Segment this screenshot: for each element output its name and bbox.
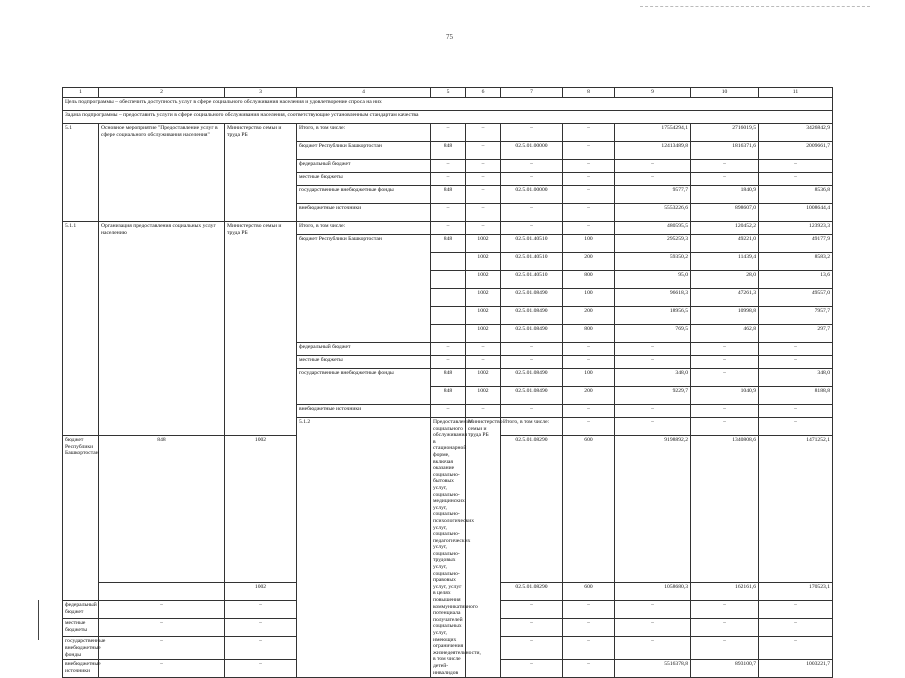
source-label: местные бюджеты (297, 173, 431, 186)
cell: – (431, 405, 466, 418)
cell: – (501, 405, 563, 418)
scan-artifact-line (640, 6, 870, 8)
cell: – (563, 637, 615, 660)
cell (431, 253, 466, 271)
table-row (63, 124, 833, 142)
cell: 02.5.01.08490 (501, 387, 563, 405)
source-label: бюджет Республики Башкортостан (63, 436, 99, 601)
cell: – (99, 619, 225, 637)
cell: 02.5.01.00000 (501, 186, 563, 204)
goal-text: Цель подпрограммы – обеспечить доступность услуг в сфере социального обслуживания населения и удовлетворение спроса на них (63, 98, 833, 111)
cell: – (615, 418, 691, 436)
cell: – (691, 173, 759, 186)
cell: – (759, 637, 833, 660)
cell: 9577,7 (615, 186, 691, 204)
table-row (63, 222, 833, 235)
cell: 348,0 (615, 369, 691, 387)
cell: 1002 (466, 235, 501, 253)
cell: 18956,5 (615, 307, 691, 325)
source-label: Итого, в том числе: (501, 418, 563, 436)
cell: 200 (563, 253, 615, 271)
cell: – (225, 637, 297, 660)
cell: – (431, 204, 466, 222)
cell: – (431, 222, 466, 235)
source-label: местные бюджеты (63, 619, 99, 637)
cell: 02.5.01.08290 (501, 436, 563, 583)
cell: 8583,2 (759, 253, 833, 271)
source-label: федеральный бюджет (63, 601, 99, 619)
cell: 13,6 (759, 271, 833, 289)
cell: 2009661,7 (759, 142, 833, 160)
cell: – (691, 601, 759, 619)
executor: Министерство семьи и труда РБ (225, 222, 297, 436)
cell: 1471252,1 (759, 436, 833, 583)
source-label: внебюджетные источники (63, 660, 99, 678)
cell: 1008644,4 (759, 204, 833, 222)
cell: 02.5.01.40510 (501, 271, 563, 289)
cell: 162161,6 (691, 583, 759, 601)
cell: – (99, 601, 225, 619)
cell: – (563, 601, 615, 619)
executor: Министерство семьи и труда РБ (225, 124, 297, 222)
col-header: 8 (563, 88, 615, 98)
col-header: 4 (297, 88, 431, 98)
cell: 769,5 (615, 325, 691, 343)
page-number: 75 (446, 33, 453, 41)
cell: – (466, 124, 501, 142)
cell: 9229,7 (615, 387, 691, 405)
col-header: 2 (99, 88, 225, 98)
cell: – (759, 601, 833, 619)
cell: 1002 (466, 369, 501, 387)
cell: – (759, 160, 833, 173)
cell: 848 (431, 387, 466, 405)
source-label: Итого, в том числе: (297, 222, 431, 235)
cell: 348,0 (759, 369, 833, 387)
cell: – (615, 160, 691, 173)
cell: 7957,7 (759, 307, 833, 325)
cell: – (563, 186, 615, 204)
cell: 5516378,8 (615, 660, 691, 678)
cell: 848 (431, 235, 466, 253)
item-name: Предоставление социального обслуживания в стационарной форме, включая оказание социально-бытовых услуг, социально-медицинских услуг, социально-психологических услуг, социально-педагогических услуг, социально-трудовых услуг, социально-правовых услуг, услуг в целях повышения коммуникативного потенциала получателей социальных услуг, имеющих ограничения жизнедеятельности, в том числе детей-инвалидов (431, 418, 466, 678)
cell: 800 (563, 271, 615, 289)
cell: 1002 (466, 271, 501, 289)
cell: 462,8 (691, 325, 759, 343)
item-number: 5.1 (63, 124, 99, 222)
cell: 893100,7 (691, 660, 759, 678)
cell: 1002 (466, 325, 501, 343)
cell: – (759, 173, 833, 186)
source-label: бюджет Республики Башкортостан (297, 235, 431, 343)
cell: – (759, 356, 833, 369)
cell: – (563, 660, 615, 678)
cell: 1002 (466, 387, 501, 405)
cell: – (225, 601, 297, 619)
cell: – (691, 405, 759, 418)
cell: – (99, 660, 225, 678)
cell: 17554294,1 (615, 124, 691, 142)
cell: – (501, 343, 563, 356)
source-label: местные бюджеты (297, 356, 431, 369)
col-header: 6 (466, 88, 501, 98)
item-number: 5.1.2 (297, 418, 431, 678)
cell: – (691, 637, 759, 660)
cell: 95,0 (615, 271, 691, 289)
cell: – (615, 619, 691, 637)
cell: – (431, 356, 466, 369)
cell: – (466, 173, 501, 186)
col-header: 3 (225, 88, 297, 98)
cell: 848 (431, 369, 466, 387)
cell: 02.5.01.00000 (501, 142, 563, 160)
cell: – (759, 619, 833, 637)
cell: – (691, 160, 759, 173)
cell: 2716019,5 (691, 124, 759, 142)
cell: 1002 (225, 436, 297, 583)
cell: – (563, 124, 615, 142)
cell (431, 289, 466, 307)
cell: 02.5.01.08290 (501, 583, 563, 601)
source-label: внебюджетные источники (297, 204, 431, 222)
cell: – (466, 186, 501, 204)
cell: 1840,9 (691, 186, 759, 204)
cell: 480595,5 (615, 222, 691, 235)
cell: 9198892,2 (615, 436, 691, 583)
cell: – (466, 405, 501, 418)
cell: – (759, 405, 833, 418)
cell: – (501, 222, 563, 235)
cell: – (501, 637, 563, 660)
cell: – (615, 637, 691, 660)
cell: – (691, 343, 759, 356)
cell: 02.5.01.08490 (501, 307, 563, 325)
cell: 123923,3 (759, 222, 833, 235)
cell: – (466, 204, 501, 222)
cell: 170523,1 (759, 583, 833, 601)
cell: 49557,0 (759, 289, 833, 307)
cell: – (563, 405, 615, 418)
cell: – (501, 619, 563, 637)
cell: – (501, 160, 563, 173)
cell: 200 (563, 387, 615, 405)
cell: 49221,0 (691, 235, 759, 253)
cell: 898607,0 (691, 204, 759, 222)
cell: 1003221,7 (759, 660, 833, 678)
cell: 848 (431, 186, 466, 204)
cell: 49177,9 (759, 235, 833, 253)
cell: 1002 (466, 253, 501, 271)
cell: – (466, 222, 501, 235)
source-label: Итого, в том числе: (297, 124, 431, 142)
cell: – (691, 418, 759, 436)
source-label: государственные внебюджетные фонды (63, 637, 99, 660)
cell: – (466, 142, 501, 160)
cell: – (563, 356, 615, 369)
cell: – (615, 173, 691, 186)
cell (431, 271, 466, 289)
cell: 12413489,8 (615, 142, 691, 160)
cell: – (431, 124, 466, 142)
cell: – (466, 356, 501, 369)
cell (431, 307, 466, 325)
goal-row (63, 98, 833, 111)
col-header: 1 (63, 88, 99, 98)
cell: – (615, 601, 691, 619)
cell: 8536,8 (759, 186, 833, 204)
source-label: государственные внебюджетные фонды (297, 369, 431, 405)
cell: 1816371,6 (691, 142, 759, 160)
executor: Министерство семьи и труда РБ (466, 418, 501, 678)
cell: – (431, 160, 466, 173)
cell: – (759, 418, 833, 436)
cell: 295259,3 (615, 235, 691, 253)
cell: – (563, 343, 615, 356)
cell: – (501, 356, 563, 369)
cell: – (563, 173, 615, 186)
cell: 47261,3 (691, 289, 759, 307)
source-label: федеральный бюджет (297, 160, 431, 173)
cell: – (691, 356, 759, 369)
item-number: 5.1.1 (63, 222, 99, 436)
cell: – (501, 660, 563, 678)
cell: 02.5.01.40510 (501, 235, 563, 253)
cell: 600 (563, 583, 615, 601)
cell: 1040,9 (691, 387, 759, 405)
cell: 100 (563, 369, 615, 387)
cell: – (466, 160, 501, 173)
cell: 848 (431, 142, 466, 160)
cell: 10998,8 (691, 307, 759, 325)
col-header: 10 (691, 88, 759, 98)
cell: – (225, 619, 297, 637)
cell: 200 (563, 307, 615, 325)
cell: 5553226,6 (615, 204, 691, 222)
cell: 02.5.01.08490 (501, 289, 563, 307)
cell: 02.5.01.08490 (501, 325, 563, 343)
col-header: 5 (431, 88, 466, 98)
column-header-row (63, 88, 833, 98)
cell: – (563, 222, 615, 235)
program-table (62, 87, 833, 678)
cell: 1340808,6 (691, 436, 759, 583)
source-label: бюджет Республики Башкортостан (297, 142, 431, 160)
cell: 02.5.01.40510 (501, 253, 563, 271)
cell: – (431, 173, 466, 186)
cell: 8188,8 (759, 387, 833, 405)
col-header: 11 (759, 88, 833, 98)
cell: – (501, 124, 563, 142)
source-label: государственные внебюджетные фонды (297, 186, 431, 204)
cell: – (563, 142, 615, 160)
cell: 3426842,9 (759, 124, 833, 142)
scan-artifact-edge (38, 600, 39, 640)
cell: – (563, 418, 615, 436)
source-label: внебюджетные источники (297, 405, 431, 418)
cell: 28,0 (691, 271, 759, 289)
col-header: 9 (615, 88, 691, 98)
cell: 1002 (466, 289, 501, 307)
cell: – (466, 343, 501, 356)
cell: – (691, 619, 759, 637)
cell: – (431, 343, 466, 356)
task-row (63, 111, 833, 124)
cell: – (501, 204, 563, 222)
cell: – (225, 660, 297, 678)
cell: 11439,4 (691, 253, 759, 271)
cell (99, 583, 225, 601)
cell: – (563, 160, 615, 173)
cell: – (759, 343, 833, 356)
cell: 100 (563, 289, 615, 307)
cell: 96618,3 (615, 289, 691, 307)
cell: – (615, 405, 691, 418)
cell: – (99, 637, 225, 660)
cell: 59350,2 (615, 253, 691, 271)
cell: 800 (563, 325, 615, 343)
source-label: федеральный бюджет (297, 343, 431, 356)
cell: – (691, 369, 759, 387)
cell: 297,7 (759, 325, 833, 343)
cell: 600 (563, 436, 615, 583)
cell: 100 (563, 235, 615, 253)
cell: 120452,2 (691, 222, 759, 235)
cell: 02.5.01.08490 (501, 369, 563, 387)
cell: 1058680,3 (615, 583, 691, 601)
cell: – (615, 356, 691, 369)
cell: 1002 (225, 583, 297, 601)
item-name: Организация предоставления социальных услуг населению (99, 222, 225, 436)
cell: 848 (99, 436, 225, 583)
cell: 1002 (466, 307, 501, 325)
col-header: 7 (501, 88, 563, 98)
item-name: Основное мероприятие "Предоставление услуг в сфере социального обслуживания населения" (99, 124, 225, 222)
cell: – (563, 619, 615, 637)
task-text: Задача подпрограммы – предоставить услуги в сфере социального обслуживания населения, соответствующие установленным стандартам качества (63, 111, 833, 124)
cell: – (563, 204, 615, 222)
cell: – (501, 173, 563, 186)
cell: – (615, 343, 691, 356)
cell: – (501, 601, 563, 619)
cell (431, 325, 466, 343)
